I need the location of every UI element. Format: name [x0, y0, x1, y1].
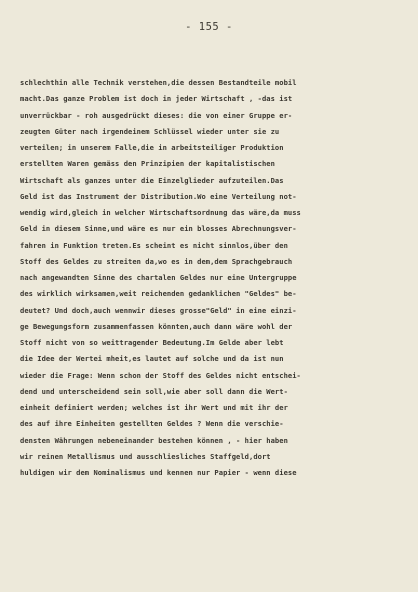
page-body-text: [20, 75, 402, 481]
text-line: einheit definiert werden; welches ist ihr Wert und mit ihr der: [20, 403, 288, 412]
text-line: fahren in Funktion treten.Es scheint es nicht sinnlos,über den: [20, 240, 288, 250]
text-line: macht.Das ganze Problem ist doch in jeder Wirtschaft , -das ist: [20, 94, 293, 104]
text-line: Geld in diesem Sinne,und wäre es nur ein blosses Abrechnungsver-: [20, 224, 297, 234]
text-line: ge Bewegungsform zusammenfassen könnten,auch dann wäre wohl der: [20, 321, 293, 331]
text-line: schlechthin alle Technik verstehen,die dessen Bestandteile mobil: [20, 78, 297, 87]
text-line: des wirklich wirksamen,weit reichenden gedanklichen "Geldes" be-: [20, 289, 297, 299]
page-number: - 155 -: [185, 21, 233, 33]
text-line: zeugten Güter nach irgendeinem Schlüssel wieder unter sie zu: [20, 126, 280, 136]
text-line: Wirtschaft als ganzes unter die Einzelglieder aufzuteilen.Das: [20, 175, 284, 185]
text-line: die Idee der Wertei mheit,es lautet auf solche und da ist nun: [20, 354, 284, 364]
text-line: wir reinen Metallismus und ausschliesliches Staffgeld,dort: [20, 451, 271, 461]
text-line: nach angewandten Sinne des chartalen Geldes nur eine Untergruppe: [20, 273, 297, 282]
text-line: Geld ist das Instrument der Distribution.Wo eine Verteilung not-: [20, 191, 297, 201]
text-line: verteilen; in unserem Falle,die in arbeitsteiliger Produktion: [20, 143, 284, 152]
text-line: Stoff des Geldes zu streiten da,wo es in dem,dem Sprachgebrauch: [20, 256, 293, 266]
text-line: Stoff nicht von so weittragender Bedeutung.Im Gelde aber lebt: [20, 338, 284, 347]
text-line: dend und unterscheidend sein soll,wie aber soll dann die Wert-: [20, 386, 288, 396]
text-line: wieder die Frage: Wenn schon der Stoff des Geldes nicht entschei-: [20, 370, 301, 380]
text-line: deutet? Und doch,auch wennwir dieses grosse"Geld" in eine einzi-: [20, 305, 297, 315]
text-line: des auf ihre Einheiten gestellten Geldes ? Wenn die verschie-: [20, 419, 284, 429]
text-line: unverrückbar - roh ausgedrückt dieses: die von einer Gruppe er-: [20, 110, 293, 120]
text-line: densten Währungen nebeneinander bestehen können , - hier haben: [20, 435, 288, 445]
text-line: wendig wird,gleich in welcher Wirtschaftsordnung das wäre,da muss: [20, 208, 301, 217]
text-line: erstellten Waren gemäss den Prinzipien der kapitalistischen: [20, 159, 275, 169]
text-line: huldigen wir dem Nominalismus und kennen nur Papier - wenn diese: [20, 468, 297, 477]
